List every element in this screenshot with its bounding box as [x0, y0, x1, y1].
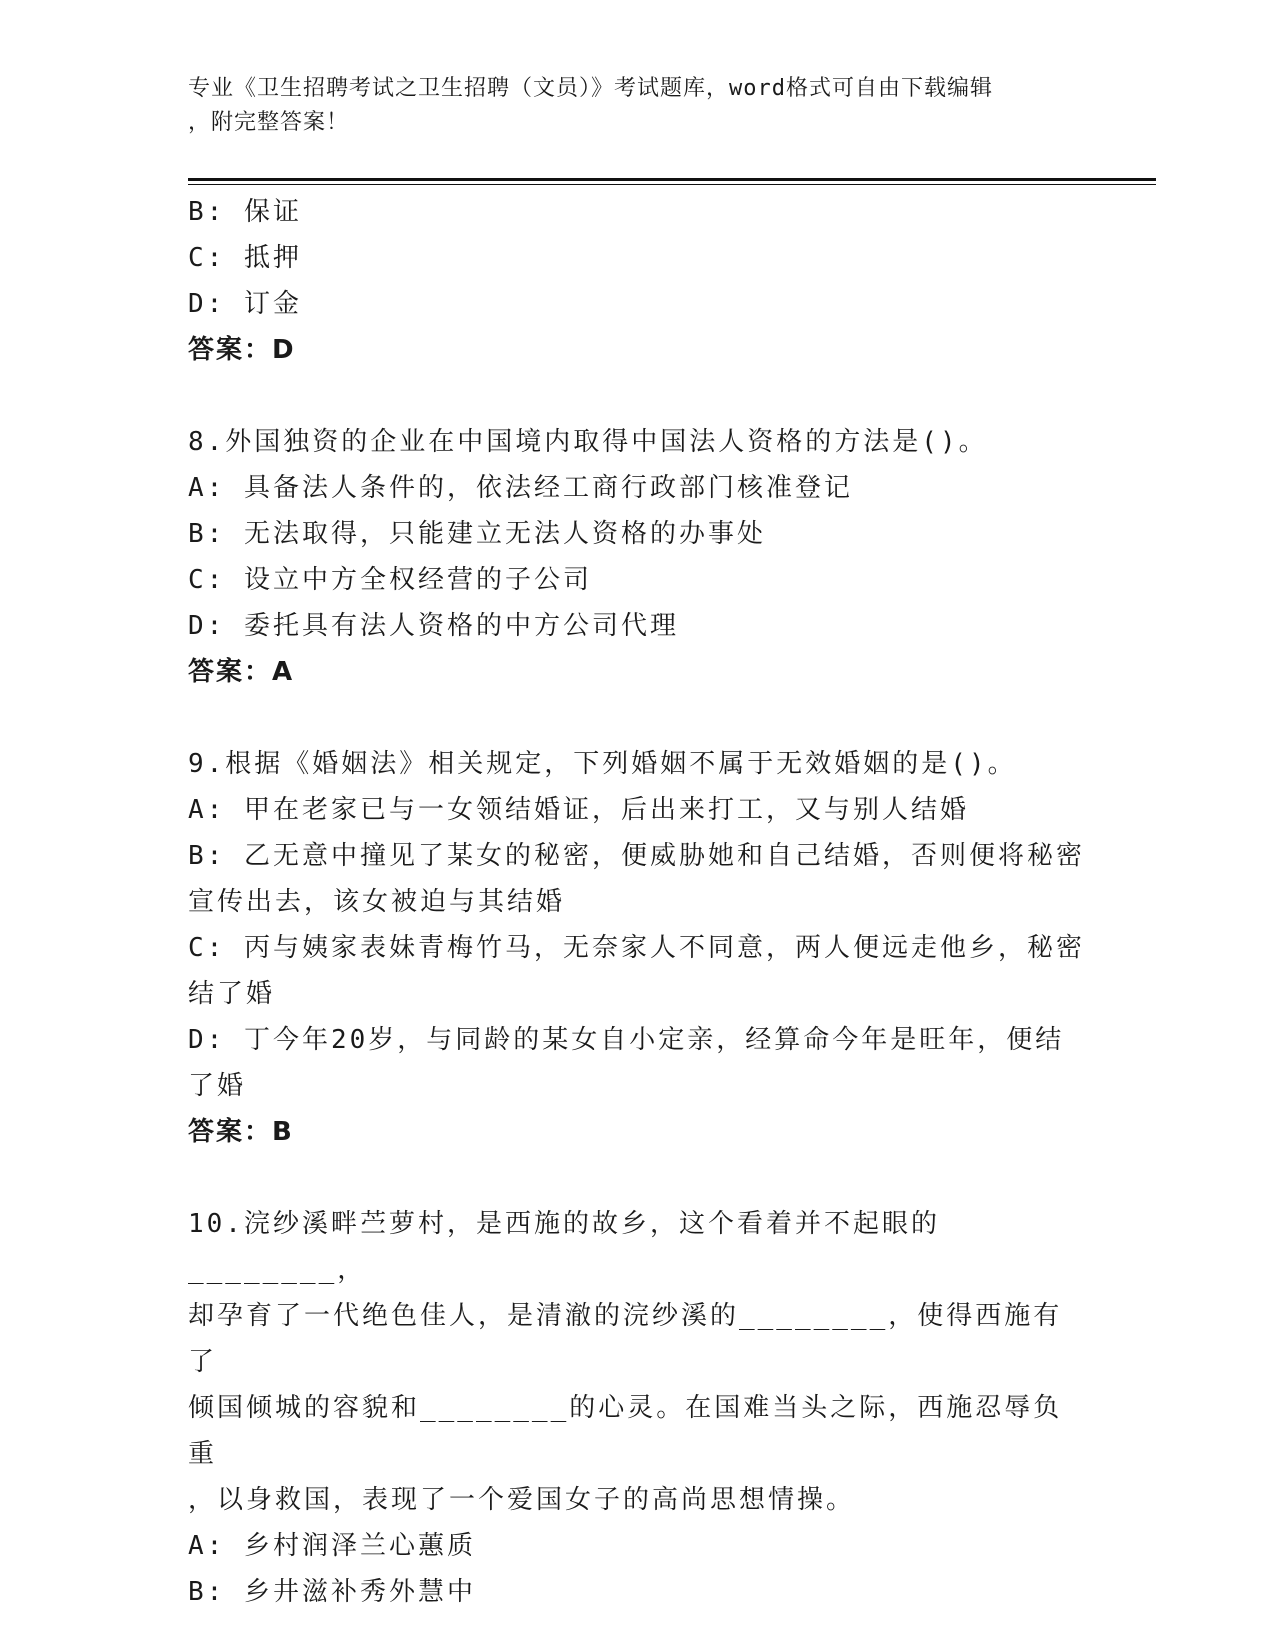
- option-a: A: 乡村润泽兰心蕙质: [188, 1531, 476, 1561]
- option-c: C: 抵押: [188, 243, 302, 273]
- option-d: D: 订金: [188, 289, 302, 319]
- question-9: [188, 741, 1088, 1155]
- option-c: C: 设立中方全权经营的子公司: [188, 565, 592, 595]
- question-text-line-3: 倾国倾城的容貌和________的心灵。在国难当头之际，西施忍辱负重: [188, 1393, 1063, 1469]
- option-b-line-1: B: 乙无意中撞见了某女的秘密，便威胁她和自己结婚，否则便将秘密: [188, 841, 1085, 871]
- answer-label: 答案：A: [188, 657, 295, 687]
- question-text-line-2: 却孕育了一代绝色佳人，是清澈的浣纱溪的________，使得西施有了: [188, 1301, 1063, 1377]
- option-b: B: 保证: [188, 197, 302, 227]
- option-a: A: 具备法人条件的，依法经工商行政部门核准登记: [188, 473, 853, 503]
- option-d-line-2: 了婚: [188, 1071, 247, 1101]
- question-8: [188, 419, 1088, 695]
- option-d-line-1: D: 丁今年20岁，与同龄的某女自小定亲，经算命今年是旺年，便结: [188, 1025, 1065, 1055]
- question-text-line-4: ，以身救国，表现了一个爱国女子的高尚思想情操。: [188, 1485, 856, 1515]
- header-divider-thin: [188, 184, 1156, 185]
- question-7-tail: [188, 189, 1088, 373]
- header-line-2: ，附完整答案！: [188, 110, 350, 135]
- header-line-1: 专业《卫生招聘考试之卫生招聘（文员）》考试题库，word格式可自由下载编辑: [188, 76, 993, 101]
- answer-label: 答案：D: [188, 335, 296, 365]
- question-list: [188, 189, 1088, 1615]
- option-d: D: 委托具有法人资格的中方公司代理: [188, 611, 679, 641]
- question-text: 9.根据《婚姻法》相关规定，下列婚姻不属于无效婚姻的是()。: [188, 749, 1017, 779]
- option-b-line-2: 宣传出去，该女被迫与其结婚: [188, 887, 566, 917]
- question-10: [188, 1201, 1088, 1615]
- answer-label: 答案：B: [188, 1117, 294, 1147]
- document-header: [188, 72, 1068, 140]
- option-b: B: 无法取得，只能建立无法人资格的办事处: [188, 519, 766, 549]
- option-a: A: 甲在老家已与一女领结婚证，后出来打工，又与别人结婚: [188, 795, 969, 825]
- header-divider-thick: [188, 178, 1156, 181]
- question-text: 8.外国独资的企业在中国境内取得中国法人资格的方法是()。: [188, 427, 988, 457]
- option-c-line-1: C: 丙与姨家表妹青梅竹马，无奈家人不同意，两人便远走他乡，秘密: [188, 933, 1085, 963]
- question-text-line-1: 10.浣纱溪畔苎萝村，是西施的故乡，这个看着并不起眼的________，: [188, 1209, 940, 1285]
- option-b: B: 乡井滋补秀外慧中: [188, 1577, 476, 1607]
- option-c-line-2: 结了婚: [188, 979, 276, 1009]
